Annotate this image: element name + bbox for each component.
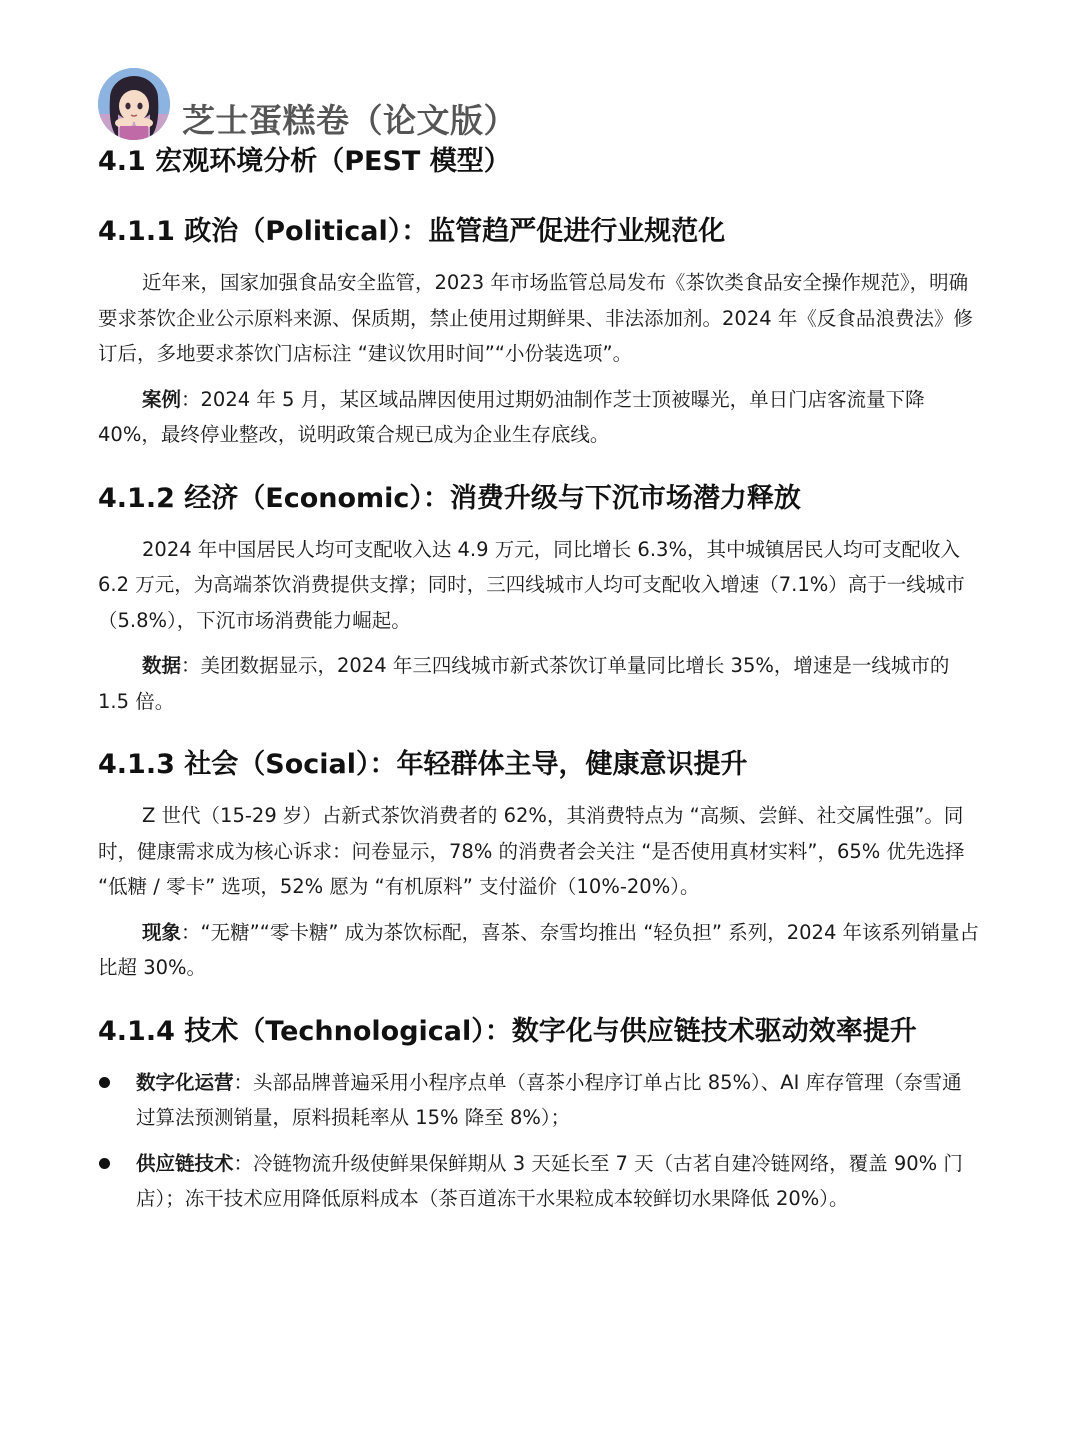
bullet-text: ：冷链物流升级使鲜果保鲜期从 3 天延长至 7 天（古茗自建冷链网络，覆盖 90% 门店）；冻干技术应用降低原料成本（茶百道冻干水果粒成本较鲜切水果降低 20%）。 xyxy=(136,1151,963,1210)
document-body xyxy=(98,142,980,1217)
bullet-dot-icon xyxy=(99,1077,110,1088)
section-heading-technological: 4.1.4 技术（Technological）：数字化与供应链技术驱动效率提升 xyxy=(98,1015,917,1047)
author-header xyxy=(98,68,517,140)
political-body: 近年来，国家加强食品安全监管，2023 年市场监管总局发布《茶饮类食品安全操作规范》，明确要求茶饮企业公示原料来源、保质期，禁止使用过期鲜果、非法添加剂。2024 年《反食品浪费法》修订后，多地要求茶饮门店标注 “建议饮用时间”“小份装选项”。 xyxy=(98,271,973,365)
social-phenomenon xyxy=(98,915,980,986)
note-label: 数据 xyxy=(142,654,182,677)
political-case xyxy=(98,382,980,453)
tech-bullet-list xyxy=(98,1065,980,1217)
social-body: Z 世代（15-29 岁）占新式茶饮消费者的 62%，其消费特点为 “高频、尝鲜、社交属性强”。同时，健康需求成为核心诉求：问卷显示，78% 的消费者会关注 “是否使用真材实料”，65% 优先选择 “低糖 / 零卡” 选项，52% 愿为 “有机原料” 支付溢价（10%-20%）。 xyxy=(98,804,965,898)
bullet-label: 数字化运营 xyxy=(136,1070,234,1094)
author-name: 芝士蛋糕卷（论文版） xyxy=(182,100,517,140)
note-text: ：“无糖”“零卡糖” 成为茶饮标配，喜茶、奈雪均推出 “轻负担” 系列，2024 年该系列销量占比超 30%。 xyxy=(98,920,980,979)
section-heading-social: 4.1.3 社会（Social）：年轻群体主导，健康意识提升 xyxy=(98,749,748,780)
page-title: 4.1 宏观环境分析（PEST 模型） xyxy=(98,146,511,177)
anime-girl-avatar-icon xyxy=(98,68,170,140)
note-text: ：美团数据显示，2024 年三四线城市新式茶饮订单量同比增长 35%，增速是一线城市的 1.5 倍。 xyxy=(98,654,950,713)
note-text: ：2024 年 5 月，某区域品牌因使用过期奶油制作芝士顶被曝光，单日门店客流量下降 40%，最终停业整改，说明政策合规已成为企业生存底线。 xyxy=(98,387,925,446)
bullet-label: 供应链技术 xyxy=(136,1151,234,1175)
bullet-text: ：头部品牌普遍采用小程序点单（喜茶小程序订单占比 85%）、AI 库存管理（奈雪通过算法预测销量，原料损耗率从 15% 降至 8%）； xyxy=(136,1070,962,1129)
note-label: 现象 xyxy=(142,920,182,944)
bullet-dot-icon xyxy=(99,1158,110,1169)
list-item xyxy=(98,1065,980,1136)
note-label: 案例 xyxy=(142,387,182,411)
economic-body: 2024 年中国居民人均可支配收入达 4.9 万元，同比增长 6.3%，其中城镇居民人均可支配收入 6.2 万元，为高端茶饮消费提供支撑；同时，三四线城市人均可支配收入增速（7.1%）高于一线城市（5.8%），下沉市场消费能力崛起。 xyxy=(98,537,965,632)
section-heading-economic: 4.1.2 经济（Economic）：消费升级与下沉市场潜力释放 xyxy=(98,482,801,514)
section-heading-political: 4.1.1 政治（Political）：监管趋严促进行业规范化 xyxy=(98,216,726,247)
list-item xyxy=(98,1146,980,1217)
economic-data xyxy=(98,648,980,719)
